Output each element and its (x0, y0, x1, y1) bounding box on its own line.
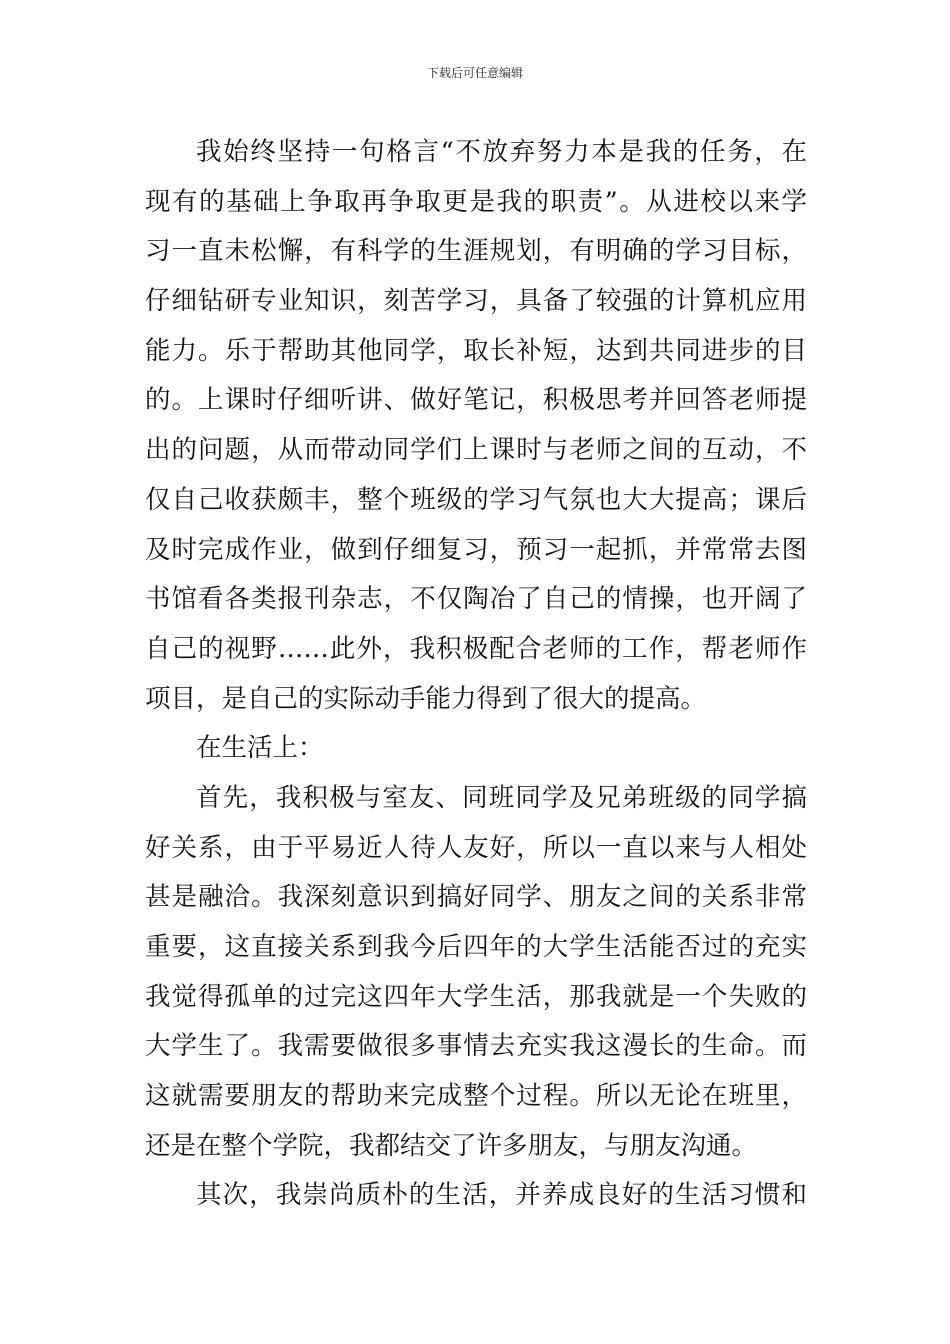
text-line: 的。上课时仔细听讲、做好笔记，积极思考并回答老师提 (145, 385, 807, 416)
text-line: 首先，我积极与室友、同班同学及兄弟班级的同学搞 (196, 782, 807, 813)
text-line: 大学生了。我需要做很多事情去充实我这漫长的生命。而 (145, 1031, 807, 1062)
text-line: 仅自己收获颇丰，整个班级的学习气氛也大大提高；课后 (145, 484, 807, 515)
text-line: 我觉得孤单的过完这四年大学生活，那我就是一个失败的 (145, 981, 807, 1012)
text-line: 仔细钻研专业知识，刻苦学习，具备了较强的计算机应用 (145, 286, 807, 317)
text-line: 甚是融洽。我深刻意识到搞好同学、朋友之间的关系非常 (145, 882, 807, 913)
text-line: 重要，这直接关系到我今后四年的大学生活能否过的充实 (145, 932, 807, 962)
text-line: 能力。乐于帮助其他同学，取长补短，达到共同进步的目 (145, 335, 807, 366)
page-header: 下载后可任意编辑 (426, 66, 523, 80)
text-line: 项目，是自己的实际动手能力得到了很大的提高。 (145, 683, 707, 714)
text-line: 现有的基础上争取再争取更是我的职责”。从进校以来学 (145, 186, 807, 217)
text-line: 及时完成作业，做到仔细复习，预习一起抓，并常常去图 (145, 534, 807, 565)
text-line: 这就需要朋友的帮助来完成整个过程。所以无论在班里， (145, 1081, 807, 1112)
text-line: 习一直未松懈，有科学的生涯规划，有明确的学习目标， (145, 236, 807, 267)
text-line: 好关系，由于平易近人待人友好，所以一直以来与人相处 (145, 832, 807, 863)
text-line: 我始终坚持一句格言“不放弃努力本是我的任务，在 (196, 137, 807, 167)
text-line: 书馆看各类报刊杂志，不仅陶冶了自己的情操，也开阔了 (145, 584, 807, 615)
text-line: 出的问题，从而带动同学们上课时与老师之间的互动，不 (145, 435, 807, 466)
text-line: 自己的视野……此外，我积极配合老师的工作，帮老师作 (145, 633, 807, 664)
text-line: 其次，我崇尚质朴的生活，并养成良好的生活习惯和 (196, 1180, 807, 1211)
text-line: 还是在整个学院，我都结交了许多朋友，与朋友沟通。 (145, 1130, 758, 1161)
section-heading: 在生活上： (196, 733, 324, 764)
document-body (145, 128, 807, 1221)
